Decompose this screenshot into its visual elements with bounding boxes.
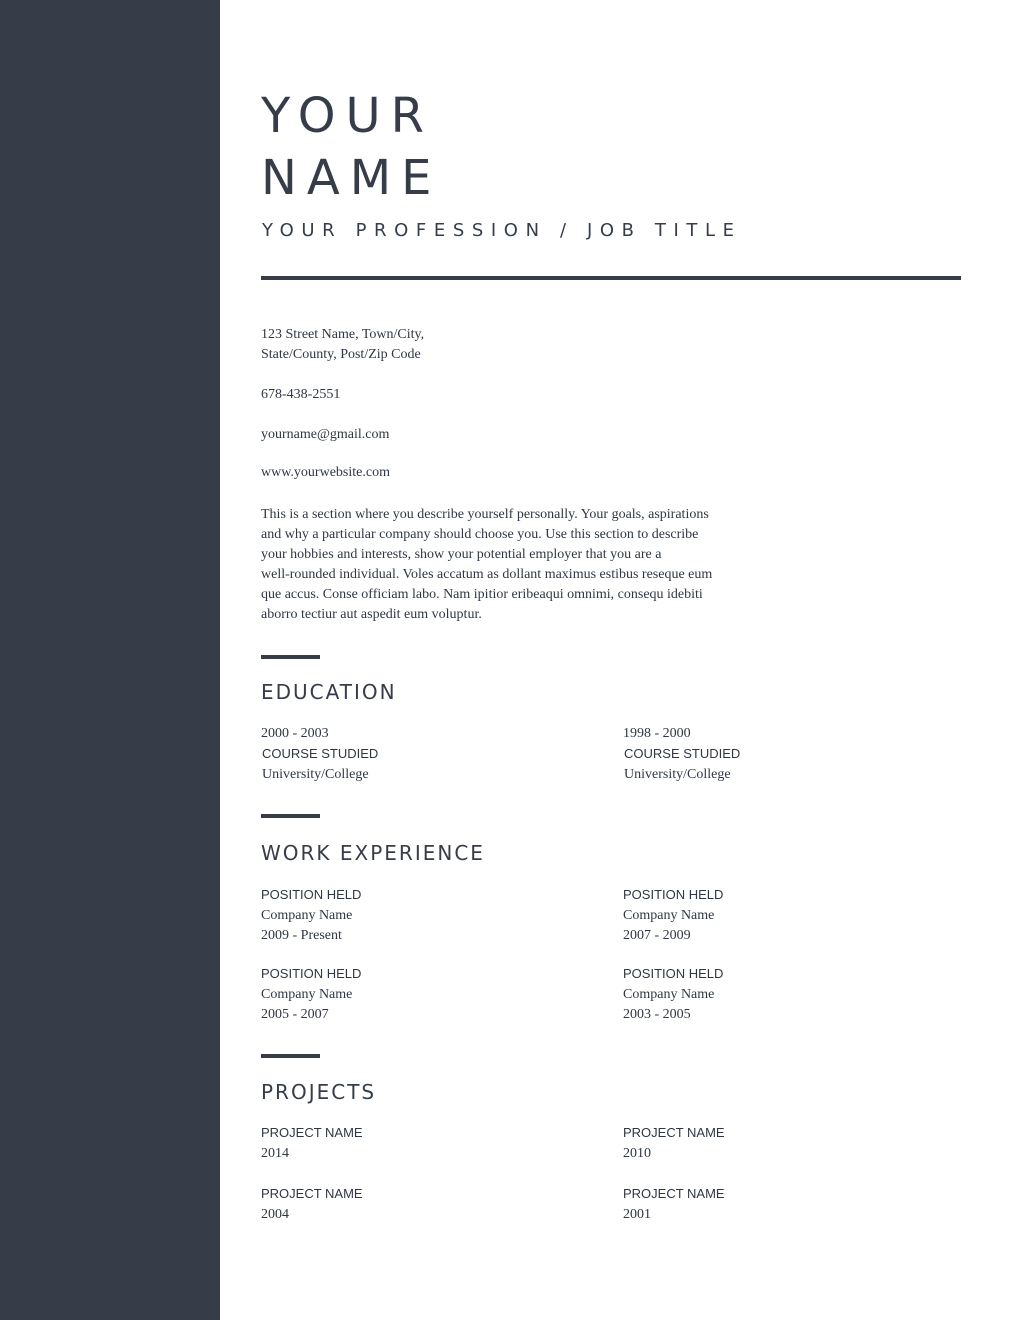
email-address: yourname@gmail.com	[261, 427, 390, 442]
education-course: COURSE STUDIED	[624, 746, 741, 761]
education-years: 2000 - 2003	[261, 726, 329, 741]
education-school: University/College	[624, 767, 731, 782]
education-years: 1998 - 2000	[623, 726, 691, 741]
education-divider	[261, 655, 320, 659]
work-position: POSITION HELD	[261, 887, 362, 902]
work-years: 2009 - Present	[261, 928, 342, 943]
work-position: POSITION HELD	[261, 966, 362, 981]
header-divider	[261, 276, 961, 280]
sidebar-panel	[0, 0, 220, 1320]
profession-title: YOUR PROFESSION / JOB TITLE	[262, 220, 742, 241]
work-years: 2003 - 2005	[623, 1007, 691, 1022]
education-heading: EDUCATION	[261, 680, 397, 704]
work-company: Company Name	[623, 987, 715, 1002]
work-company: Company Name	[261, 908, 353, 923]
phone-number: 678-438-2551	[261, 387, 341, 402]
website-url: www.yourwebsite.com	[261, 465, 390, 480]
work-company: Company Name	[261, 987, 353, 1002]
address-line-1: 123 Street Name, Town/City,	[261, 327, 425, 342]
project-name: PROJECT NAME	[261, 1125, 363, 1140]
address-line-2: State/County, Post/Zip Code	[261, 347, 421, 362]
work-position: POSITION HELD	[623, 966, 724, 981]
work-years: 2005 - 2007	[261, 1007, 329, 1022]
project-name: PROJECT NAME	[623, 1125, 725, 1140]
project-name: PROJECT NAME	[623, 1186, 725, 1201]
name-line-first: YOUR	[261, 88, 434, 144]
project-year: 2001	[623, 1207, 651, 1222]
project-year: 2004	[261, 1207, 289, 1222]
work-divider	[261, 814, 320, 818]
projects-divider	[261, 1054, 320, 1058]
work-years: 2007 - 2009	[623, 928, 691, 943]
education-school: University/College	[262, 767, 369, 782]
project-year: 2014	[261, 1146, 289, 1161]
projects-heading: PROJECTS	[261, 1080, 377, 1104]
name-line-last: NAME	[261, 150, 442, 206]
project-year: 2010	[623, 1146, 651, 1161]
work-heading: WORK EXPERIENCE	[261, 841, 485, 865]
project-name: PROJECT NAME	[261, 1186, 363, 1201]
education-course: COURSE STUDIED	[262, 746, 379, 761]
work-company: Company Name	[623, 908, 715, 923]
work-position: POSITION HELD	[623, 887, 724, 902]
about-paragraph: This is a section where you describe yourself personally. Your goals, aspirations and why a particular company should choose you. Use this section to describe your hobbies and interests, show your potential employer that you are a well-rounded individual. Voles accatum as dollant maximus estibus reseque eum que accus. Conse officiam labo. Nam ipitior eribeaqui omnimi, consequ idebiti aborro tectiur aut aspedit eum voluptur.	[261, 507, 713, 622]
